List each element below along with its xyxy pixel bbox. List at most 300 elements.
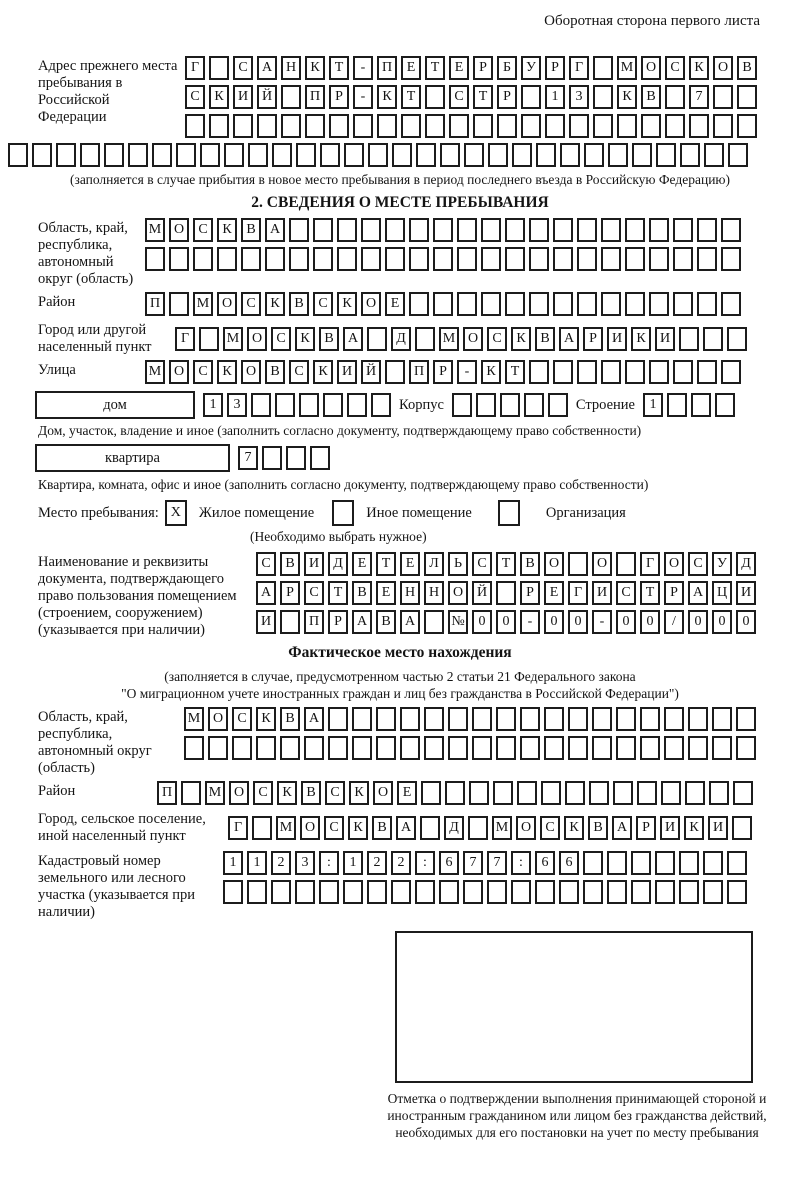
char-cell[interactable]: С bbox=[256, 552, 276, 576]
char-cell[interactable] bbox=[649, 218, 669, 242]
char-cell[interactable] bbox=[553, 247, 573, 271]
char-cell[interactable] bbox=[409, 247, 429, 271]
char-cell[interactable]: 1 bbox=[643, 393, 663, 417]
char-cell[interactable] bbox=[679, 851, 699, 875]
char-cell[interactable] bbox=[449, 114, 469, 138]
char-cell[interactable]: 0 bbox=[616, 610, 636, 634]
char-cell[interactable] bbox=[616, 707, 636, 731]
char-cell[interactable] bbox=[457, 292, 477, 316]
char-cell[interactable]: : bbox=[415, 851, 435, 875]
char-cell[interactable] bbox=[323, 393, 343, 417]
char-cell[interactable]: 0 bbox=[544, 610, 564, 634]
char-cell[interactable]: Н bbox=[281, 56, 301, 80]
char-cell[interactable] bbox=[713, 85, 733, 109]
char-cell[interactable] bbox=[481, 292, 501, 316]
char-cell[interactable]: 3 bbox=[227, 393, 247, 417]
char-cell[interactable]: / bbox=[664, 610, 684, 634]
char-cell[interactable]: М bbox=[492, 816, 512, 840]
char-cell[interactable]: Г bbox=[568, 581, 588, 605]
char-cell[interactable] bbox=[392, 143, 412, 167]
char-cell[interactable]: Е bbox=[449, 56, 469, 80]
char-cell[interactable] bbox=[262, 446, 282, 470]
char-cell[interactable] bbox=[208, 736, 228, 760]
char-cell[interactable]: О bbox=[448, 581, 468, 605]
char-cell[interactable] bbox=[544, 707, 564, 731]
char-cell[interactable]: И bbox=[256, 610, 276, 634]
char-cell[interactable] bbox=[697, 247, 717, 271]
char-cell[interactable] bbox=[420, 816, 440, 840]
char-cell[interactable]: А bbox=[343, 327, 363, 351]
char-cell[interactable]: В bbox=[280, 707, 300, 731]
char-cell[interactable] bbox=[679, 880, 699, 904]
char-cell[interactable] bbox=[281, 114, 301, 138]
char-cell[interactable]: К bbox=[511, 327, 531, 351]
char-cell[interactable]: Т bbox=[473, 85, 493, 109]
char-cell[interactable] bbox=[289, 247, 309, 271]
char-cell[interactable] bbox=[661, 781, 681, 805]
char-cell[interactable]: Д bbox=[328, 552, 348, 576]
char-cell[interactable] bbox=[493, 781, 513, 805]
char-cell[interactable]: С bbox=[313, 292, 333, 316]
char-cell[interactable] bbox=[280, 610, 300, 634]
char-cell[interactable] bbox=[176, 143, 196, 167]
char-cell[interactable] bbox=[424, 736, 444, 760]
char-cell[interactable]: О bbox=[463, 327, 483, 351]
char-cell[interactable]: К bbox=[337, 292, 357, 316]
char-cell[interactable]: М bbox=[145, 360, 165, 384]
char-cell[interactable]: В bbox=[520, 552, 540, 576]
char-cell[interactable] bbox=[217, 247, 237, 271]
char-cell[interactable] bbox=[469, 781, 489, 805]
char-cell[interactable]: О bbox=[592, 552, 612, 576]
char-cell[interactable] bbox=[424, 610, 444, 634]
char-cell[interactable] bbox=[433, 247, 453, 271]
char-cell[interactable] bbox=[320, 143, 340, 167]
char-cell[interactable] bbox=[625, 360, 645, 384]
char-cell[interactable]: А bbox=[396, 816, 416, 840]
char-cell[interactable]: С bbox=[688, 552, 708, 576]
char-cell[interactable] bbox=[584, 143, 604, 167]
char-cell[interactable]: В bbox=[372, 816, 392, 840]
char-cell[interactable]: П bbox=[409, 360, 429, 384]
char-cell[interactable] bbox=[248, 143, 268, 167]
char-cell[interactable] bbox=[548, 393, 568, 417]
char-cell[interactable] bbox=[481, 218, 501, 242]
char-cell[interactable]: 0 bbox=[568, 610, 588, 634]
char-cell[interactable]: С bbox=[253, 781, 273, 805]
char-cell[interactable] bbox=[448, 736, 468, 760]
char-cell[interactable] bbox=[649, 360, 669, 384]
char-cell[interactable]: 7 bbox=[689, 85, 709, 109]
char-cell[interactable]: А bbox=[559, 327, 579, 351]
char-cell[interactable]: 2 bbox=[391, 851, 411, 875]
char-cell[interactable] bbox=[344, 143, 364, 167]
char-cell[interactable]: И bbox=[607, 327, 627, 351]
char-cell[interactable]: Р bbox=[328, 610, 348, 634]
char-cell[interactable]: В bbox=[352, 581, 372, 605]
char-cell[interactable]: Ц bbox=[712, 581, 732, 605]
char-cell[interactable] bbox=[433, 292, 453, 316]
char-cell[interactable] bbox=[104, 143, 124, 167]
char-cell[interactable] bbox=[697, 292, 717, 316]
char-cell[interactable] bbox=[665, 114, 685, 138]
char-cell[interactable]: О bbox=[373, 781, 393, 805]
char-cell[interactable]: 1 bbox=[247, 851, 267, 875]
char-cell[interactable] bbox=[640, 707, 660, 731]
char-cell[interactable] bbox=[280, 736, 300, 760]
char-cell[interactable] bbox=[593, 114, 613, 138]
char-cell[interactable] bbox=[529, 292, 549, 316]
char-cell[interactable]: С bbox=[271, 327, 291, 351]
char-cell[interactable]: А bbox=[612, 816, 632, 840]
char-cell[interactable] bbox=[445, 781, 465, 805]
char-cell[interactable]: М bbox=[184, 707, 204, 731]
char-cell[interactable] bbox=[521, 85, 541, 109]
char-cell[interactable]: Й bbox=[361, 360, 381, 384]
char-cell[interactable]: Р bbox=[497, 85, 517, 109]
char-cell[interactable] bbox=[544, 736, 564, 760]
char-cell[interactable] bbox=[352, 707, 372, 731]
char-cell[interactable]: У bbox=[712, 552, 732, 576]
char-cell[interactable] bbox=[656, 143, 676, 167]
char-cell[interactable]: Е bbox=[376, 581, 396, 605]
char-cell[interactable] bbox=[688, 707, 708, 731]
char-cell[interactable]: В bbox=[319, 327, 339, 351]
char-cell[interactable] bbox=[524, 393, 544, 417]
char-cell[interactable] bbox=[464, 143, 484, 167]
char-cell[interactable] bbox=[601, 360, 621, 384]
char-cell[interactable]: В bbox=[265, 360, 285, 384]
char-cell[interactable] bbox=[703, 327, 723, 351]
char-cell[interactable]: О bbox=[641, 56, 661, 80]
char-cell[interactable] bbox=[713, 114, 733, 138]
char-cell[interactable] bbox=[593, 56, 613, 80]
char-cell[interactable] bbox=[637, 781, 657, 805]
char-cell[interactable] bbox=[613, 781, 633, 805]
char-cell[interactable] bbox=[329, 114, 349, 138]
char-cell[interactable] bbox=[200, 143, 220, 167]
char-cell[interactable] bbox=[169, 292, 189, 316]
char-cell[interactable] bbox=[569, 114, 589, 138]
char-cell[interactable] bbox=[617, 114, 637, 138]
char-cell[interactable] bbox=[313, 218, 333, 242]
char-cell[interactable]: С bbox=[616, 581, 636, 605]
char-cell[interactable]: А bbox=[688, 581, 708, 605]
char-cell[interactable]: О bbox=[516, 816, 536, 840]
char-cell[interactable] bbox=[607, 880, 627, 904]
char-cell[interactable] bbox=[289, 218, 309, 242]
char-cell[interactable] bbox=[367, 327, 387, 351]
char-cell[interactable] bbox=[679, 327, 699, 351]
char-cell[interactable] bbox=[425, 85, 445, 109]
char-cell[interactable] bbox=[616, 552, 636, 576]
char-cell[interactable]: Р bbox=[636, 816, 656, 840]
char-cell[interactable]: - bbox=[592, 610, 612, 634]
char-cell[interactable] bbox=[727, 851, 747, 875]
char-cell[interactable]: С bbox=[232, 707, 252, 731]
char-cell[interactable] bbox=[565, 781, 585, 805]
char-cell[interactable] bbox=[310, 446, 330, 470]
char-cell[interactable] bbox=[559, 880, 579, 904]
char-cell[interactable] bbox=[224, 143, 244, 167]
char-cell[interactable]: О bbox=[169, 218, 189, 242]
char-cell[interactable] bbox=[500, 393, 520, 417]
char-cell[interactable] bbox=[697, 218, 717, 242]
char-cell[interactable]: Т bbox=[376, 552, 396, 576]
char-cell[interactable]: К bbox=[564, 816, 584, 840]
char-cell[interactable] bbox=[712, 736, 732, 760]
char-cell[interactable] bbox=[251, 393, 271, 417]
char-cell[interactable]: С bbox=[304, 581, 324, 605]
char-cell[interactable]: О bbox=[300, 816, 320, 840]
char-cell[interactable] bbox=[721, 218, 741, 242]
char-cell[interactable] bbox=[511, 880, 531, 904]
char-cell[interactable] bbox=[673, 247, 693, 271]
char-cell[interactable] bbox=[416, 143, 436, 167]
char-cell[interactable] bbox=[680, 143, 700, 167]
char-cell[interactable] bbox=[625, 247, 645, 271]
char-cell[interactable] bbox=[319, 880, 339, 904]
char-cell[interactable]: С bbox=[289, 360, 309, 384]
char-cell[interactable] bbox=[577, 247, 597, 271]
char-cell[interactable] bbox=[496, 581, 516, 605]
char-cell[interactable] bbox=[252, 816, 272, 840]
char-cell[interactable] bbox=[737, 114, 757, 138]
char-cell[interactable] bbox=[425, 114, 445, 138]
char-cell[interactable]: Д bbox=[736, 552, 756, 576]
char-cell[interactable]: П bbox=[157, 781, 177, 805]
char-cell[interactable]: А bbox=[352, 610, 372, 634]
char-cell[interactable]: Т bbox=[401, 85, 421, 109]
char-cell[interactable]: К bbox=[689, 56, 709, 80]
checkbox-residential[interactable]: X bbox=[165, 500, 187, 526]
char-cell[interactable] bbox=[664, 736, 684, 760]
char-cell[interactable]: Н bbox=[424, 581, 444, 605]
char-cell[interactable]: О bbox=[241, 360, 261, 384]
char-cell[interactable] bbox=[185, 114, 205, 138]
char-cell[interactable]: О bbox=[208, 707, 228, 731]
char-cell[interactable]: Р bbox=[520, 581, 540, 605]
char-cell[interactable]: К bbox=[209, 85, 229, 109]
char-cell[interactable]: И bbox=[655, 327, 675, 351]
char-cell[interactable]: С bbox=[324, 816, 344, 840]
char-cell[interactable] bbox=[512, 143, 532, 167]
char-cell[interactable] bbox=[184, 736, 204, 760]
char-cell[interactable]: 0 bbox=[640, 610, 660, 634]
char-cell[interactable] bbox=[583, 851, 603, 875]
char-cell[interactable] bbox=[673, 360, 693, 384]
char-cell[interactable] bbox=[496, 707, 516, 731]
char-cell[interactable] bbox=[505, 218, 525, 242]
char-cell[interactable]: В bbox=[376, 610, 396, 634]
char-cell[interactable]: А bbox=[304, 707, 324, 731]
char-cell[interactable] bbox=[385, 360, 405, 384]
char-cell[interactable]: Г bbox=[640, 552, 660, 576]
char-cell[interactable] bbox=[281, 85, 301, 109]
char-cell[interactable]: 2 bbox=[271, 851, 291, 875]
char-cell[interactable]: К bbox=[277, 781, 297, 805]
char-cell[interactable] bbox=[199, 327, 219, 351]
char-cell[interactable]: Б bbox=[497, 56, 517, 80]
char-cell[interactable]: 1 bbox=[203, 393, 223, 417]
char-cell[interactable] bbox=[697, 360, 717, 384]
char-cell[interactable]: 0 bbox=[712, 610, 732, 634]
char-cell[interactable] bbox=[421, 781, 441, 805]
char-cell[interactable]: : bbox=[511, 851, 531, 875]
char-cell[interactable] bbox=[415, 880, 435, 904]
char-cell[interactable] bbox=[193, 247, 213, 271]
char-cell[interactable] bbox=[353, 114, 373, 138]
char-cell[interactable] bbox=[553, 292, 573, 316]
char-cell[interactable] bbox=[265, 247, 285, 271]
char-cell[interactable] bbox=[704, 143, 724, 167]
char-cell[interactable] bbox=[568, 552, 588, 576]
char-cell[interactable] bbox=[625, 218, 645, 242]
char-cell[interactable] bbox=[472, 736, 492, 760]
char-cell[interactable]: С bbox=[233, 56, 253, 80]
char-cell[interactable] bbox=[577, 292, 597, 316]
char-cell[interactable]: К bbox=[295, 327, 315, 351]
char-cell[interactable]: И bbox=[304, 552, 324, 576]
char-cell[interactable] bbox=[487, 880, 507, 904]
char-cell[interactable] bbox=[476, 393, 496, 417]
char-cell[interactable]: М bbox=[205, 781, 225, 805]
char-cell[interactable] bbox=[433, 218, 453, 242]
char-cell[interactable]: Т bbox=[505, 360, 525, 384]
char-cell[interactable] bbox=[691, 393, 711, 417]
char-cell[interactable] bbox=[709, 781, 729, 805]
char-cell[interactable]: В bbox=[301, 781, 321, 805]
char-cell[interactable]: К bbox=[217, 360, 237, 384]
char-cell[interactable]: С bbox=[472, 552, 492, 576]
char-cell[interactable] bbox=[32, 143, 52, 167]
char-cell[interactable] bbox=[607, 851, 627, 875]
char-cell[interactable] bbox=[496, 736, 516, 760]
char-cell[interactable]: 6 bbox=[535, 851, 555, 875]
char-cell[interactable] bbox=[545, 114, 565, 138]
char-cell[interactable] bbox=[608, 143, 628, 167]
char-cell[interactable] bbox=[601, 292, 621, 316]
char-cell[interactable] bbox=[257, 114, 277, 138]
char-cell[interactable]: Е bbox=[401, 56, 421, 80]
char-cell[interactable] bbox=[685, 781, 705, 805]
char-cell[interactable] bbox=[589, 781, 609, 805]
char-cell[interactable] bbox=[361, 218, 381, 242]
char-cell[interactable]: 7 bbox=[487, 851, 507, 875]
char-cell[interactable] bbox=[673, 218, 693, 242]
char-cell[interactable] bbox=[535, 880, 555, 904]
char-cell[interactable]: Е bbox=[352, 552, 372, 576]
char-cell[interactable] bbox=[352, 736, 372, 760]
char-cell[interactable]: П bbox=[145, 292, 165, 316]
char-cell[interactable]: Д bbox=[391, 327, 411, 351]
char-cell[interactable]: Т bbox=[640, 581, 660, 605]
char-cell[interactable]: С bbox=[449, 85, 469, 109]
char-cell[interactable]: Р bbox=[329, 85, 349, 109]
char-cell[interactable] bbox=[223, 880, 243, 904]
char-cell[interactable] bbox=[721, 292, 741, 316]
char-cell[interactable]: К bbox=[377, 85, 397, 109]
char-cell[interactable] bbox=[247, 880, 267, 904]
char-cell[interactable]: В bbox=[641, 85, 661, 109]
char-cell[interactable]: У bbox=[521, 56, 541, 80]
char-cell[interactable] bbox=[733, 781, 753, 805]
char-cell[interactable] bbox=[553, 218, 573, 242]
char-cell[interactable] bbox=[517, 781, 537, 805]
char-cell[interactable] bbox=[736, 736, 756, 760]
char-cell[interactable] bbox=[400, 736, 420, 760]
char-cell[interactable] bbox=[272, 143, 292, 167]
char-cell[interactable]: С bbox=[193, 360, 213, 384]
char-cell[interactable]: И bbox=[233, 85, 253, 109]
char-cell[interactable]: И bbox=[736, 581, 756, 605]
char-cell[interactable]: К bbox=[684, 816, 704, 840]
char-cell[interactable] bbox=[732, 816, 752, 840]
char-cell[interactable]: 7 bbox=[238, 446, 258, 470]
char-cell[interactable] bbox=[553, 360, 573, 384]
char-cell[interactable] bbox=[439, 880, 459, 904]
char-cell[interactable] bbox=[703, 851, 723, 875]
char-cell[interactable] bbox=[241, 247, 261, 271]
char-cell[interactable]: К bbox=[348, 816, 368, 840]
char-cell[interactable] bbox=[256, 736, 276, 760]
char-cell[interactable]: Е bbox=[544, 581, 564, 605]
char-cell[interactable]: Р bbox=[545, 56, 565, 80]
char-cell[interactable]: О bbox=[544, 552, 564, 576]
char-cell[interactable] bbox=[728, 143, 748, 167]
char-cell[interactable]: С bbox=[540, 816, 560, 840]
char-cell[interactable]: А bbox=[257, 56, 277, 80]
char-cell[interactable]: О bbox=[169, 360, 189, 384]
char-cell[interactable] bbox=[152, 143, 172, 167]
char-cell[interactable]: К bbox=[305, 56, 325, 80]
char-cell[interactable]: К bbox=[631, 327, 651, 351]
char-cell[interactable]: К bbox=[256, 707, 276, 731]
char-cell[interactable]: Г bbox=[569, 56, 589, 80]
char-cell[interactable] bbox=[655, 880, 675, 904]
char-cell[interactable] bbox=[601, 247, 621, 271]
char-cell[interactable] bbox=[328, 707, 348, 731]
char-cell[interactable] bbox=[401, 114, 421, 138]
char-cell[interactable]: Г bbox=[228, 816, 248, 840]
char-cell[interactable] bbox=[529, 247, 549, 271]
char-cell[interactable] bbox=[343, 880, 363, 904]
char-cell[interactable]: И bbox=[660, 816, 680, 840]
char-cell[interactable]: Е bbox=[400, 552, 420, 576]
char-cell[interactable]: И bbox=[337, 360, 357, 384]
char-cell[interactable] bbox=[463, 880, 483, 904]
char-cell[interactable] bbox=[715, 393, 735, 417]
char-cell[interactable] bbox=[468, 816, 488, 840]
char-cell[interactable] bbox=[296, 143, 316, 167]
char-cell[interactable] bbox=[377, 114, 397, 138]
char-cell[interactable] bbox=[409, 218, 429, 242]
char-cell[interactable] bbox=[181, 781, 201, 805]
char-cell[interactable]: С bbox=[487, 327, 507, 351]
char-cell[interactable] bbox=[529, 360, 549, 384]
char-cell[interactable] bbox=[367, 880, 387, 904]
char-cell[interactable] bbox=[169, 247, 189, 271]
char-cell[interactable]: Р bbox=[583, 327, 603, 351]
char-cell[interactable] bbox=[505, 247, 525, 271]
char-cell[interactable] bbox=[448, 707, 468, 731]
char-cell[interactable] bbox=[632, 143, 652, 167]
char-cell[interactable]: - bbox=[520, 610, 540, 634]
char-cell[interactable] bbox=[721, 360, 741, 384]
char-cell[interactable] bbox=[577, 218, 597, 242]
char-cell[interactable]: 3 bbox=[569, 85, 589, 109]
char-cell[interactable]: : bbox=[319, 851, 339, 875]
